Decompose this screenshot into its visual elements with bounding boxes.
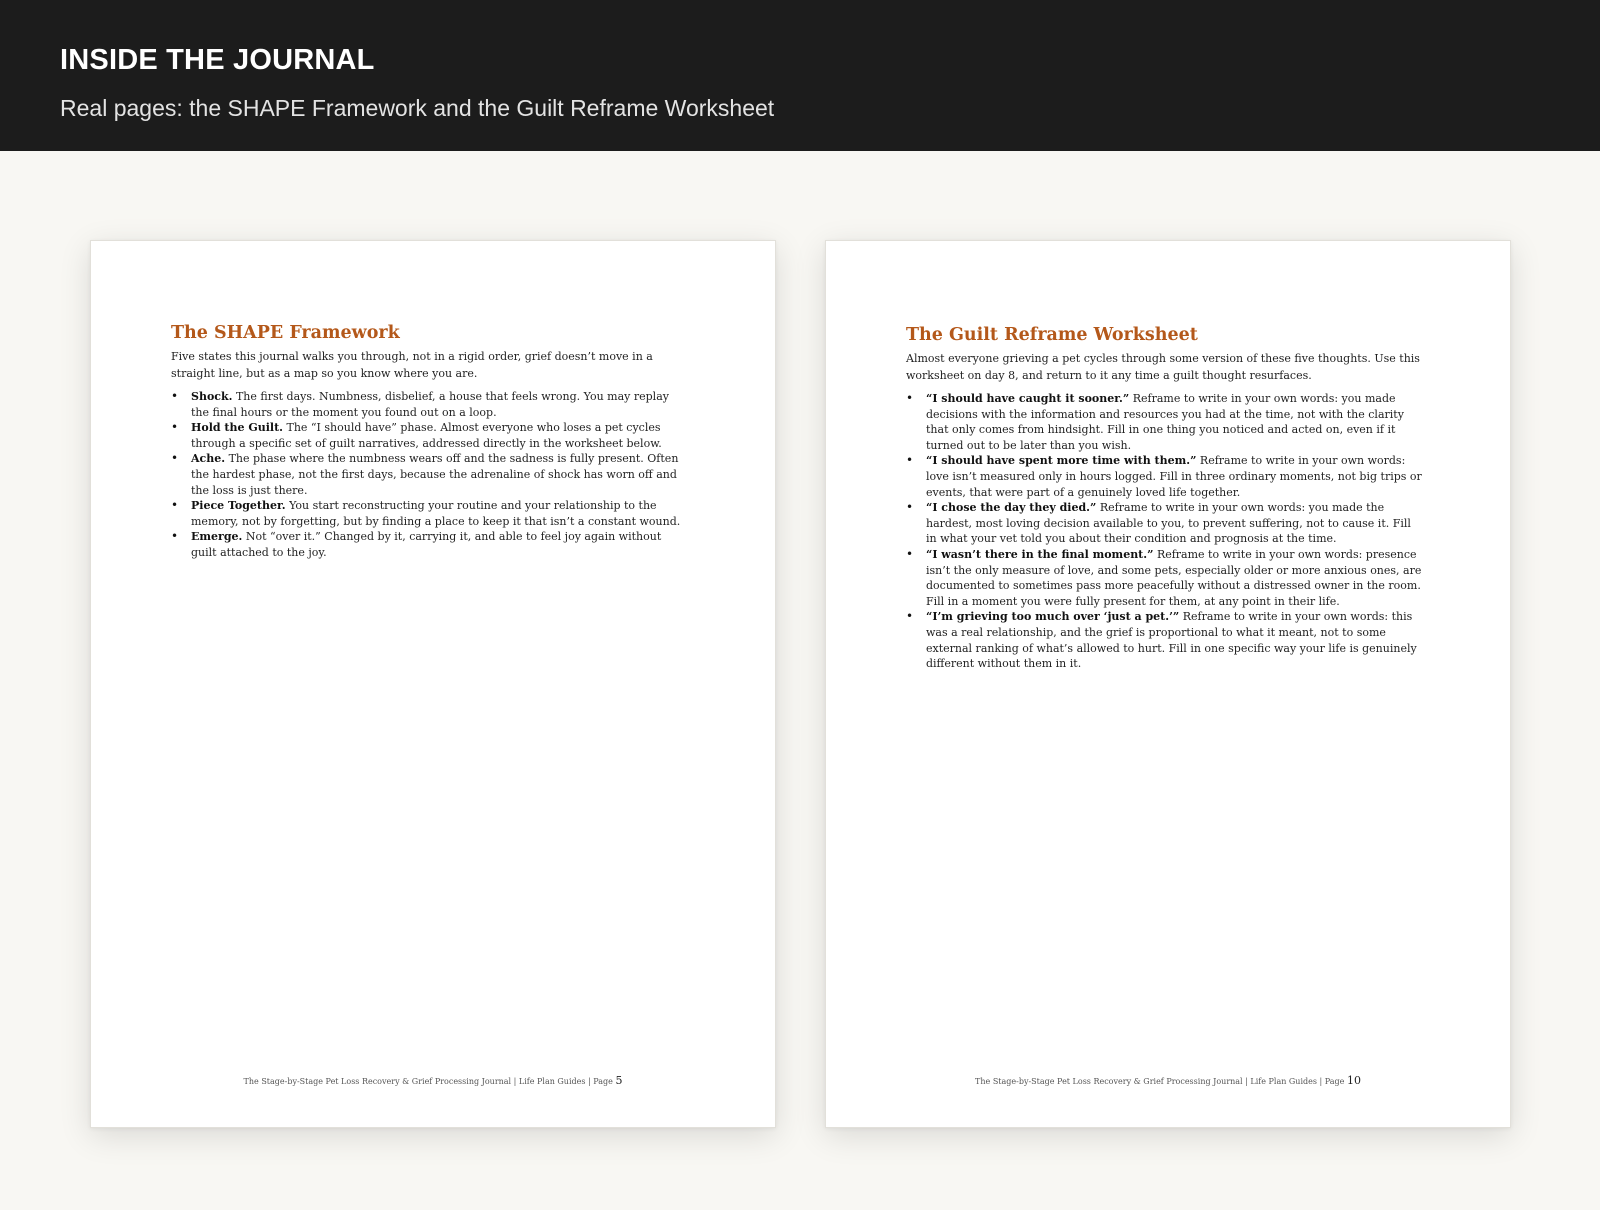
- footer-text: The Stage-by-Stage Pet Loss Recovery & Grief Processing Journal | Life Plan Guides | Page: [243, 1077, 613, 1086]
- guilt-list: [906, 391, 1425, 672]
- page-content: [171, 323, 690, 561]
- bullet-icon: •: [906, 609, 914, 624]
- bullet-icon: •: [906, 500, 914, 515]
- item-text: Reframe to write in your own words: you made the hardest, most loving decision available to you, to prevent suffering, not to cause it. Fill in what your vet told you about their condition and prognosis at the time.: [926, 501, 1411, 546]
- list-item: [171, 389, 690, 420]
- item-term: “I’m grieving too much over ‘just a pet.’”: [926, 610, 1180, 624]
- bullet-icon: •: [171, 529, 179, 544]
- item-text: The first days. Numbness, disbelief, a house that feels wrong. You may replay the final hours or the moment you found out on a loop.: [191, 390, 669, 419]
- page-heading: The SHAPE Framework: [171, 323, 400, 343]
- item-text: Reframe to write in your own words: love isn’t measured only in hours logged. Fill in three ordinary moments, not big trips or events, that were part of a genuinely loved life together.: [926, 454, 1422, 499]
- bullet-icon: •: [906, 453, 914, 468]
- list-item: [171, 420, 690, 451]
- item-term: “I chose the day they died.”: [926, 501, 1097, 515]
- footer-text: The Stage-by-Stage Pet Loss Recovery & Grief Processing Journal | Life Plan Guides | Page: [975, 1077, 1345, 1086]
- page-intro: Five states this journal walks you through, not in a rigid order, grief doesn’t move in a straight line, but as a map so you know where you are.: [171, 350, 653, 380]
- item-term: Shock.: [191, 390, 233, 403]
- list-item: [906, 609, 1425, 671]
- bullet-icon: •: [171, 498, 179, 513]
- list-item: [171, 529, 690, 560]
- shape-list: [171, 389, 690, 561]
- item-term: “I wasn’t there in the final moment.”: [926, 547, 1154, 561]
- item-text: Not “over it.” Changed by it, carrying it, and able to feel joy again without guilt attached to the joy.: [191, 530, 662, 559]
- item-term: “I should have caught it sooner.”: [926, 392, 1130, 405]
- journal-page-shape-framework: [90, 240, 776, 1128]
- item-term: Hold the Guilt.: [191, 421, 283, 435]
- page-intro: Almost everyone grieving a pet cycles through some version of these five thoughts. Use this worksheet on day 8, and return to it any time a guilt thought resurfaces.: [906, 352, 1420, 382]
- header-title: INSIDE THE JOURNAL: [60, 44, 375, 76]
- item-term: Piece Together.: [191, 499, 286, 513]
- item-text: The phase where the numbness wears off and the sadness is fully present. Often the hardest phase, not the first days, because the adrenaline of shock has worn off and the loss is just there.: [191, 452, 679, 497]
- page-heading: The Guilt Reframe Worksheet: [906, 325, 1198, 345]
- bullet-icon: •: [171, 389, 179, 403]
- list-item: [906, 391, 1425, 453]
- item-text: The “I should have” phase. Almost everyone who loses a pet cycles through a specific set of guilt narratives, addressed directly in the worksheet below.: [191, 421, 662, 450]
- header-banner: [0, 0, 1600, 151]
- item-text: Reframe to write in your own words: you made decisions with the information and resources you had at the time, not with the clarity that only comes from hindsight. Fill in one thing you noticed and acted on, even if it turned out to be later than you wish.: [926, 392, 1404, 452]
- page-number: 5: [615, 1074, 623, 1087]
- bullet-icon: •: [171, 420, 179, 435]
- list-item: [171, 451, 690, 498]
- item-text: Reframe to write in your own words: presence isn’t the only measure of love, and some pets, especially older or more anxious ones, are documented to sometimes pass more peacefully without a distressed owner in the room. Fill in a moment you were fully present for them, at any point in their life.: [926, 547, 1422, 608]
- journal-page-guilt-worksheet: [825, 240, 1511, 1128]
- item-term: Ache.: [191, 452, 226, 466]
- list-item: [906, 500, 1425, 547]
- item-text: You start reconstructing your routine and your relationship to the memory, not by forgetting, but by finding a place to keep it that isn’t a constant wound.: [191, 499, 681, 528]
- header-subtitle: Real pages: the SHAPE Framework and the Guilt Reframe Worksheet: [60, 95, 775, 121]
- item-term: Emerge.: [191, 530, 243, 544]
- page-content: [906, 325, 1425, 672]
- list-item: [171, 498, 690, 529]
- page-footer: [91, 1074, 775, 1087]
- list-item: [906, 453, 1425, 500]
- bullet-icon: •: [906, 546, 914, 561]
- list-item: [906, 547, 1425, 609]
- page-number: 10: [1346, 1074, 1361, 1087]
- page-footer: [826, 1074, 1510, 1087]
- item-text: Reframe to write in your own words: this was a real relationship, and the grief is proportional to what it meant, not to some external ranking of what’s allowed to hurt. Fill in one specific way your life is genuinely different without them in it.: [926, 610, 1417, 671]
- item-term: “I should have spent more time with them.”: [926, 454, 1197, 468]
- bullet-icon: •: [906, 391, 914, 405]
- bullet-icon: •: [171, 451, 179, 466]
